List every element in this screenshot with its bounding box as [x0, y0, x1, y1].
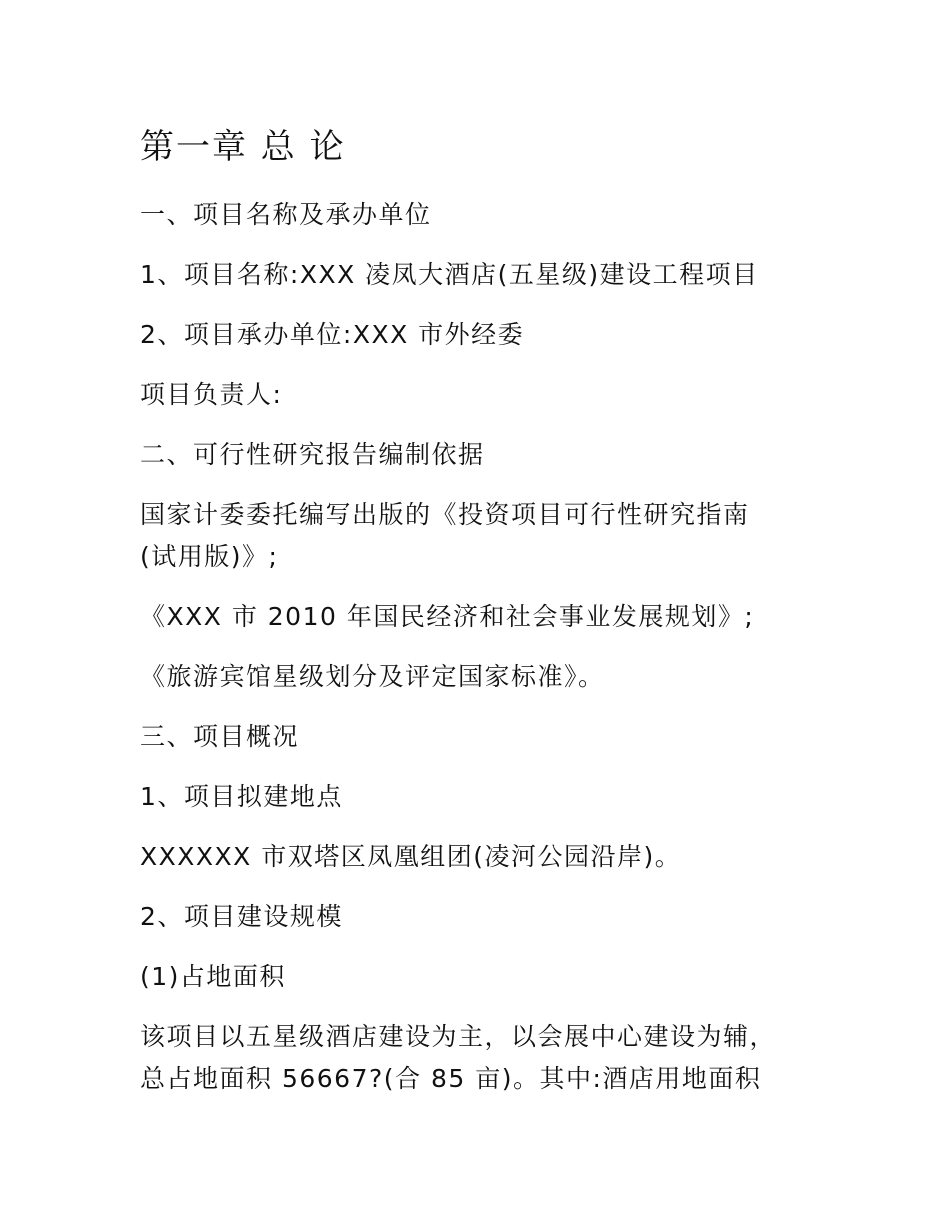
area-text-line-2: 总占地面积 56667?(合 85 亩)。其中:酒店用地面积	[140, 1064, 762, 1093]
project-responsible-label: 项目负责人:	[140, 380, 283, 409]
basis-item-1-line-1: 国家计委委托编写出版的《投资项目可行性研究指南	[140, 500, 750, 529]
section-heading-project-name: 一、项目名称及承办单位	[140, 200, 432, 229]
chapter-title: 第一章 总 论	[140, 127, 346, 167]
basis-item-3: 《旅游宾馆星级划分及评定国家标准》。	[140, 662, 605, 691]
basis-item-2: 《XXX 市 2010 年国民经济和社会事业发展规划》;	[140, 602, 755, 631]
area-text-line-1: 该项目以五星级酒店建设为主，以会展中心建设为辅，	[140, 1022, 777, 1051]
location-heading: 1、项目拟建地点	[140, 782, 343, 811]
section-heading-basis: 二、可行性研究报告编制依据	[140, 440, 485, 469]
scale-heading: 2、项目建设规模	[140, 902, 343, 931]
section-heading-overview: 三、项目概况	[140, 722, 300, 751]
project-sponsor-item: 2、项目承办单位:XXX 市外经委	[140, 320, 525, 349]
area-heading: (1)占地面积	[140, 962, 286, 991]
location-text: XXXXXX 市双塔区凤凰组团(凌河公园沿岸)。	[140, 842, 682, 871]
basis-item-1-line-2: (试用版)》;	[140, 542, 279, 571]
project-name-item: 1、项目名称:XXX 凌凤大酒店(五星级)建设工程项目	[140, 260, 759, 289]
